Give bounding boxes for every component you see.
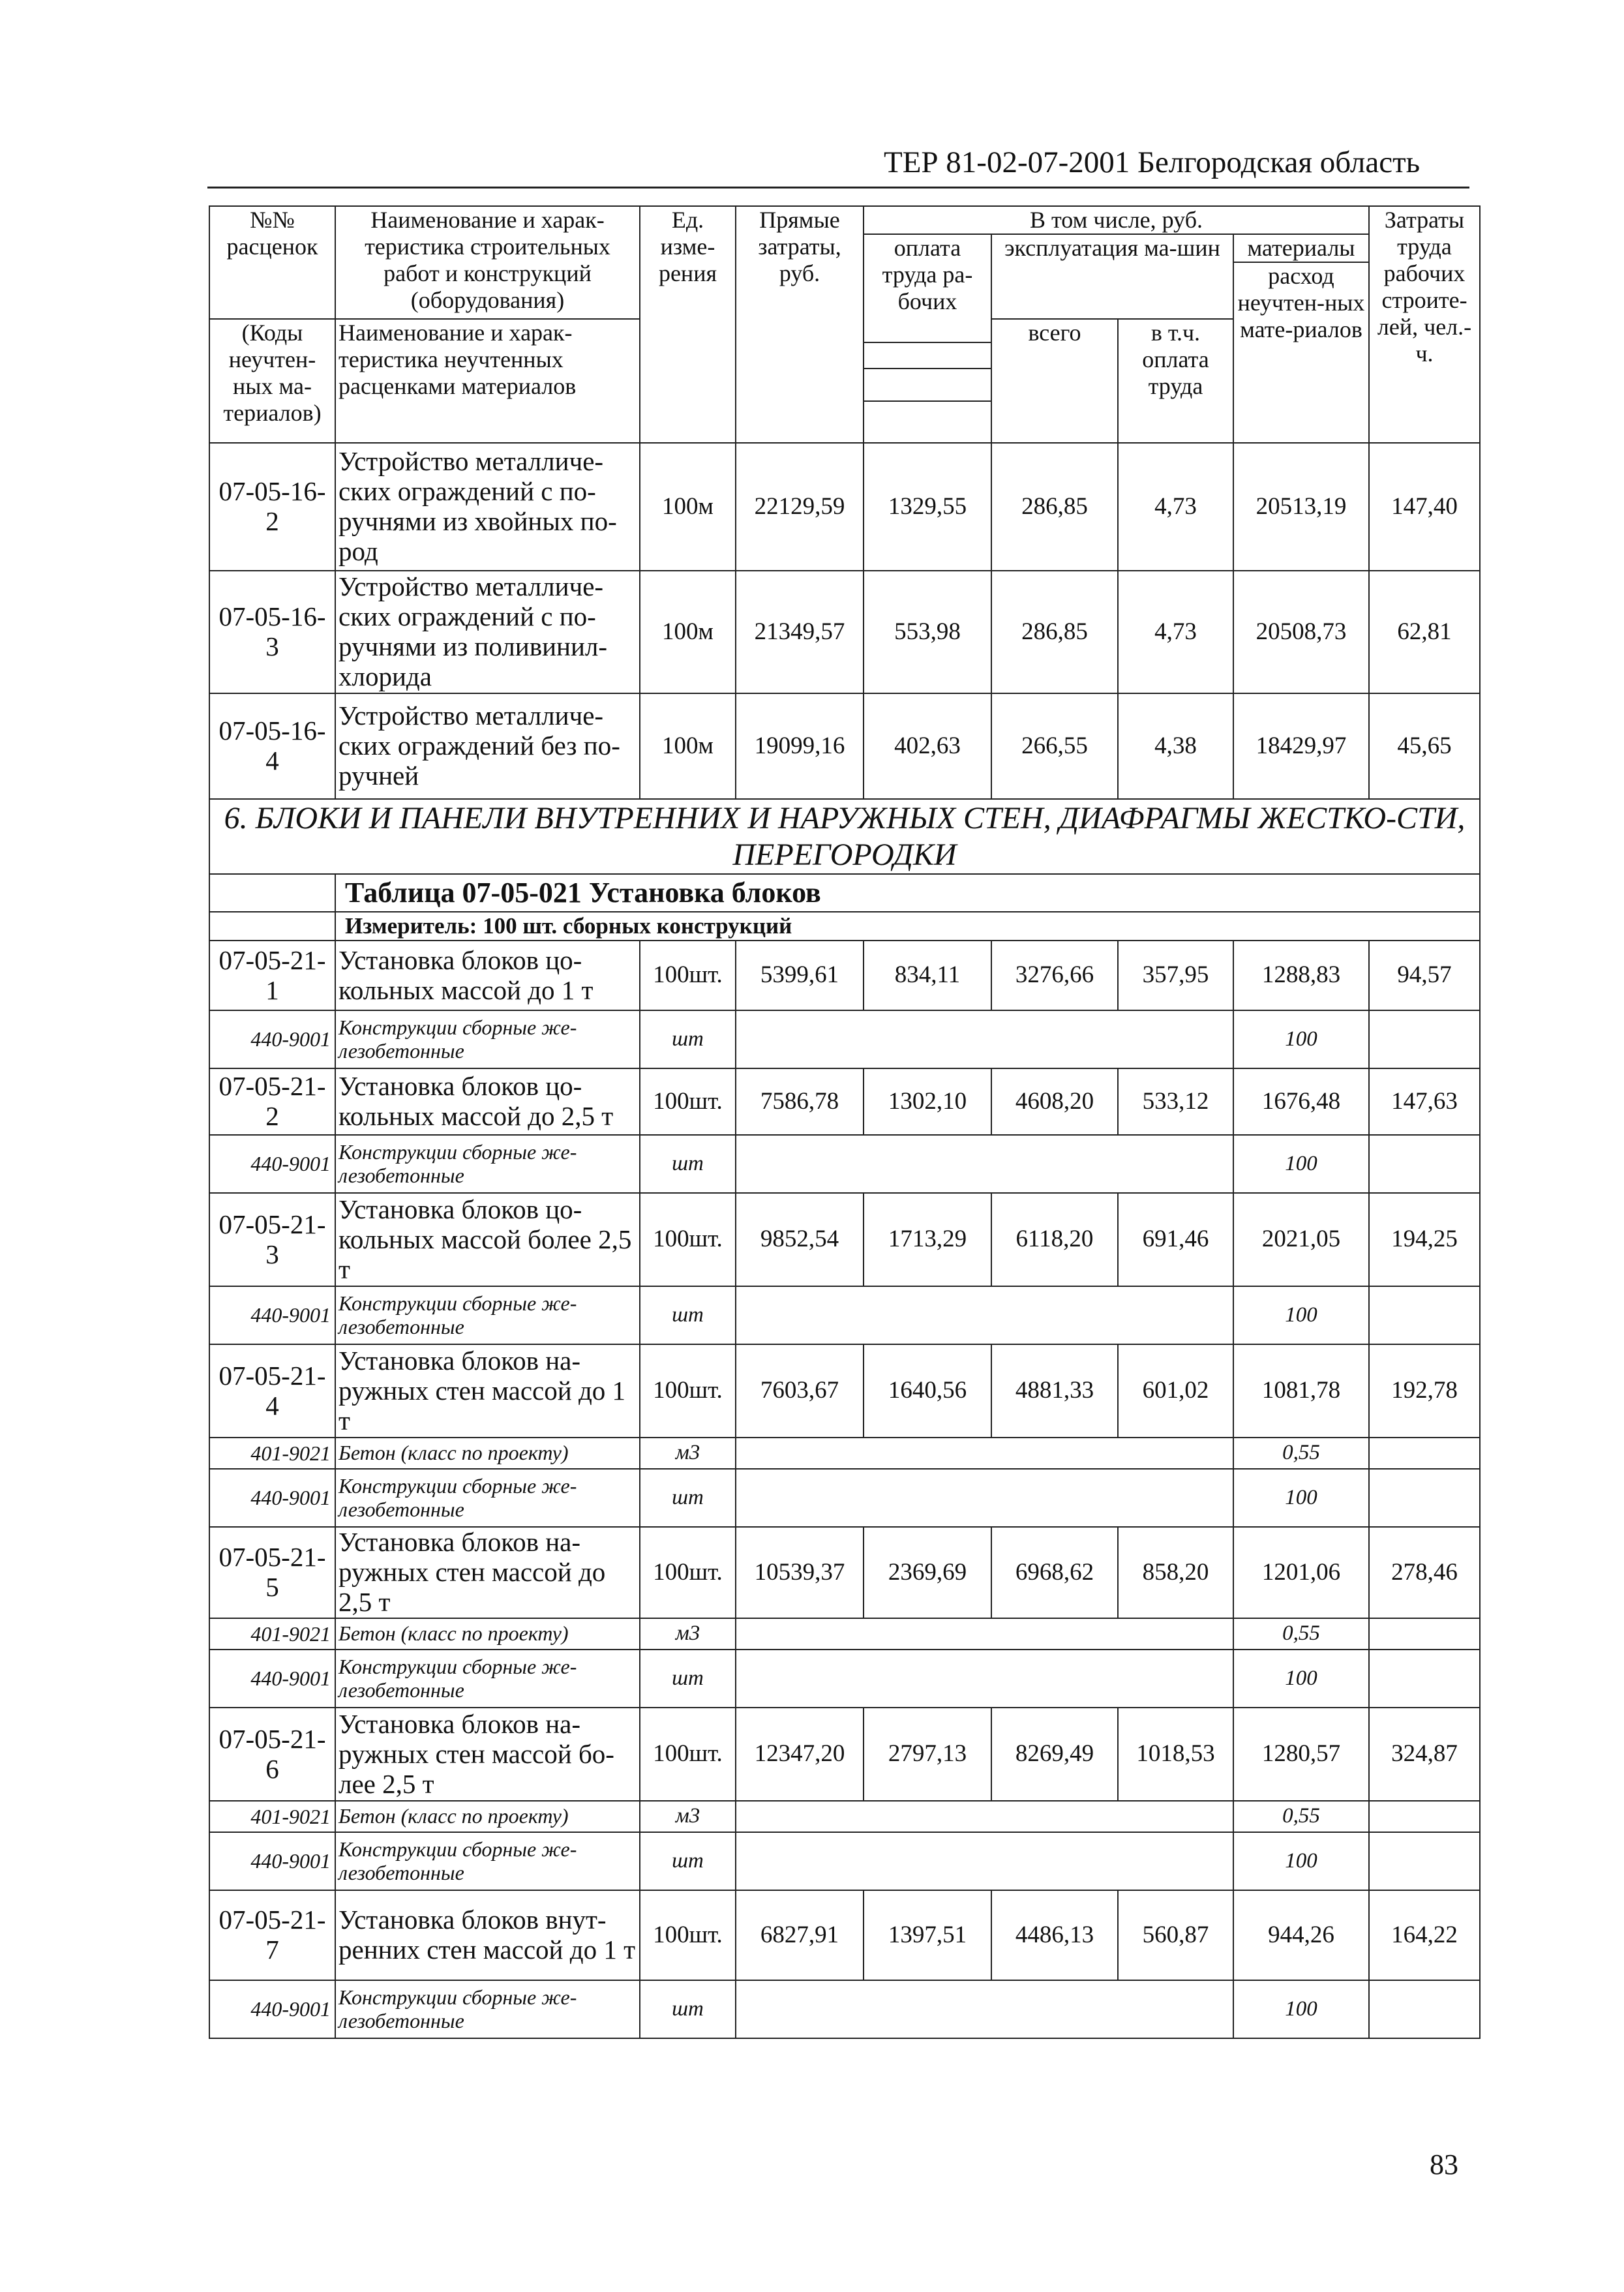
material-name: Конструкции сборные же-лезобетонные <box>335 1469 640 1527</box>
empty-cell <box>1369 1832 1480 1890</box>
machines-wages-cell: 357,95 <box>1118 941 1233 1010</box>
materials-cell: 20513,19 <box>1233 443 1369 571</box>
direct-cost-cell: 5399,61 <box>736 941 864 1010</box>
measure-unit: Измеритель: 100 шт. сборных конструкций <box>335 912 1480 941</box>
table-row <box>209 443 1480 571</box>
price-table <box>209 205 1481 2039</box>
unit-cell: 100шт. <box>640 1527 736 1618</box>
material-unit: шт <box>640 1469 736 1527</box>
work-name: Устройство металличе-ских ограждений с по-ручнями из хвойных по-род <box>335 443 640 571</box>
empty-cell <box>1369 1286 1480 1344</box>
material-row <box>209 1135 1480 1193</box>
materials-cell: 2021,05 <box>1233 1193 1369 1286</box>
material-code: 440-9001 <box>209 1980 335 2038</box>
material-qty: 100 <box>1233 1286 1369 1344</box>
table-row <box>209 693 1480 799</box>
material-name: Конструкции сборные же-лезобетонные <box>335 1650 640 1708</box>
material-code: 440-9001 <box>209 1650 335 1708</box>
table-row <box>209 1068 1480 1135</box>
empty-cell <box>209 912 335 941</box>
unit-cell: 100шт. <box>640 941 736 1010</box>
col-header-unit: Ед. изме-рения <box>640 206 736 443</box>
work-name: Установка блоков цо-кольных массой до 1 т <box>335 941 640 1010</box>
empty-cell <box>736 1832 1233 1890</box>
rate-code: 07-05-21-4 <box>209 1344 335 1438</box>
col-header-spacer <box>864 342 991 369</box>
wages-cell: 2797,13 <box>864 1708 991 1801</box>
work-name: Установка блоков цо-кольных массой более 2,5 т <box>335 1193 640 1286</box>
materials-cell: 20508,73 <box>1233 571 1369 693</box>
col-header-mach-wages: в т.ч. оплата труда <box>1118 319 1233 443</box>
material-row <box>209 1832 1480 1890</box>
material-code: 401-9021 <box>209 1438 335 1469</box>
material-qty: 100 <box>1233 1135 1369 1193</box>
rate-code: 07-05-21-6 <box>209 1708 335 1801</box>
col-header-code-bottom: (Коды неучтен-ных ма-териалов) <box>209 319 335 443</box>
material-name: Бетон (класс по проекту) <box>335 1438 640 1469</box>
wages-cell: 2369,69 <box>864 1527 991 1618</box>
col-header-wages: оплата труда ра-бочих <box>864 234 991 342</box>
unit-cell: 100м <box>640 693 736 799</box>
work-name: Установка блоков цо-кольных массой до 2,5 т <box>335 1068 640 1135</box>
page-number: 83 <box>1430 2149 1458 2180</box>
machines-total-cell: 286,85 <box>991 443 1118 571</box>
machines-total-cell: 286,85 <box>991 571 1118 693</box>
table-row <box>209 1193 1480 1286</box>
material-unit: м3 <box>640 1438 736 1469</box>
empty-cell <box>1369 1010 1480 1068</box>
material-code: 401-9021 <box>209 1618 335 1650</box>
unit-cell: 100шт. <box>640 1708 736 1801</box>
labor-cell: 62,81 <box>1369 571 1480 693</box>
rate-code: 07-05-16-2 <box>209 443 335 571</box>
direct-cost-cell: 21349,57 <box>736 571 864 693</box>
material-qty: 100 <box>1233 1832 1369 1890</box>
materials-cell: 1288,83 <box>1233 941 1369 1010</box>
material-unit: шт <box>640 1980 736 2038</box>
rate-code: 07-05-21-5 <box>209 1527 335 1618</box>
col-header-incl: В том числе, руб. <box>864 206 1369 234</box>
wages-cell: 1329,55 <box>864 443 991 571</box>
col-header-materials: материалы <box>1233 234 1369 262</box>
machines-wages-cell: 560,87 <box>1118 1890 1233 1980</box>
wages-cell: 1302,10 <box>864 1068 991 1135</box>
direct-cost-cell: 7603,67 <box>736 1344 864 1438</box>
unit-cell: 100м <box>640 443 736 571</box>
unit-cell: 100шт. <box>640 1344 736 1438</box>
table-title: Таблица 07-05-021 Установка блоков <box>335 874 1480 912</box>
rate-code: 07-05-21-7 <box>209 1890 335 1980</box>
materials-cell: 1280,57 <box>1233 1708 1369 1801</box>
machines-total-cell: 6968,62 <box>991 1527 1118 1618</box>
wages-cell: 834,11 <box>864 941 991 1010</box>
material-code: 440-9001 <box>209 1286 335 1344</box>
material-name: Конструкции сборные же-лезобетонные <box>335 1832 640 1890</box>
wages-cell: 1713,29 <box>864 1193 991 1286</box>
machines-wages-cell: 1018,53 <box>1118 1708 1233 1801</box>
labor-cell: 147,40 <box>1369 443 1480 571</box>
material-unit: м3 <box>640 1618 736 1650</box>
material-name: Конструкции сборные же-лезобетонные <box>335 1286 640 1344</box>
empty-cell <box>736 1618 1233 1650</box>
material-name: Бетон (класс по проекту) <box>335 1801 640 1832</box>
work-name: Установка блоков на-ружных стен массой до 1 т <box>335 1344 640 1438</box>
table-title-row <box>209 874 1480 912</box>
machines-wages-cell: 4,38 <box>1118 693 1233 799</box>
empty-cell <box>1369 1801 1480 1832</box>
col-header-name-bottom: Наименование и харак-теристика неучтенных расценками материалов <box>335 319 640 443</box>
machines-total-cell: 3276,66 <box>991 941 1118 1010</box>
machines-total-cell: 4881,33 <box>991 1344 1118 1438</box>
empty-cell <box>736 1135 1233 1193</box>
material-unit: шт <box>640 1010 736 1068</box>
rate-code: 07-05-16-3 <box>209 571 335 693</box>
table-row <box>209 571 1480 693</box>
material-row <box>209 1618 1480 1650</box>
empty-cell <box>1369 1469 1480 1527</box>
direct-cost-cell: 9852,54 <box>736 1193 864 1286</box>
work-name: Устройство металличе-ских ограждений без по-ручней <box>335 693 640 799</box>
empty-cell <box>1369 1650 1480 1708</box>
rate-code: 07-05-21-3 <box>209 1193 335 1286</box>
empty-cell <box>736 1801 1233 1832</box>
empty-cell <box>1369 1618 1480 1650</box>
labor-cell: 192,78 <box>1369 1344 1480 1438</box>
material-row <box>209 1010 1480 1068</box>
labor-cell: 147,63 <box>1369 1068 1480 1135</box>
material-code: 440-9001 <box>209 1832 335 1890</box>
col-header-mat-consumption: расход неучтен-ных мате-риалов <box>1233 262 1369 443</box>
empty-cell <box>736 1286 1233 1344</box>
wages-cell: 553,98 <box>864 571 991 693</box>
col-header-code-top: №№ расценок <box>209 206 335 319</box>
materials-cell: 944,26 <box>1233 1890 1369 1980</box>
materials-cell: 18429,97 <box>1233 693 1369 799</box>
material-code: 440-9001 <box>209 1135 335 1193</box>
machines-wages-cell: 533,12 <box>1118 1068 1233 1135</box>
section-row <box>209 799 1480 874</box>
material-qty: 100 <box>1233 1010 1369 1068</box>
material-name: Бетон (класс по проекту) <box>335 1618 640 1650</box>
material-code: 440-9001 <box>209 1469 335 1527</box>
section-title: 6. БЛОКИ И ПАНЕЛИ ВНУТРЕННИХ И НАРУЖНЫХ СТЕН, ДИАФРАГМЫ ЖЕСТКО-СТИ, ПЕРЕГОРОДКИ <box>209 799 1480 874</box>
empty-cell <box>736 1469 1233 1527</box>
labor-cell: 164,22 <box>1369 1890 1480 1980</box>
direct-cost-cell: 7586,78 <box>736 1068 864 1135</box>
machines-wages-cell: 691,46 <box>1118 1193 1233 1286</box>
material-unit: шт <box>640 1135 736 1193</box>
labor-cell: 194,25 <box>1369 1193 1480 1286</box>
material-row <box>209 1286 1480 1344</box>
direct-cost-cell: 10539,37 <box>736 1527 864 1618</box>
material-unit: шт <box>640 1832 736 1890</box>
labor-cell: 324,87 <box>1369 1708 1480 1801</box>
rate-code: 07-05-21-2 <box>209 1068 335 1135</box>
machines-wages-cell: 4,73 <box>1118 443 1233 571</box>
labor-cell: 45,65 <box>1369 693 1480 799</box>
machines-total-cell: 266,55 <box>991 693 1118 799</box>
direct-cost-cell: 12347,20 <box>736 1708 864 1801</box>
unit-cell: 100шт. <box>640 1068 736 1135</box>
material-qty: 100 <box>1233 1650 1369 1708</box>
col-header-name-top: Наименование и харак-теристика строительных работ и конструкций (оборудования) <box>335 206 640 319</box>
material-qty: 0,55 <box>1233 1438 1369 1469</box>
labor-cell: 278,46 <box>1369 1527 1480 1618</box>
col-header-mach-total: всего <box>991 319 1118 443</box>
machines-total-cell: 4608,20 <box>991 1068 1118 1135</box>
material-row <box>209 1980 1480 2038</box>
measure-row <box>209 912 1480 941</box>
materials-cell: 1201,06 <box>1233 1527 1369 1618</box>
rate-code: 07-05-16-4 <box>209 693 335 799</box>
wages-cell: 402,63 <box>864 693 991 799</box>
direct-cost-cell: 19099,16 <box>736 693 864 799</box>
col-header-spacer <box>864 369 991 401</box>
table-row <box>209 941 1480 1010</box>
material-name: Конструкции сборные же-лезобетонные <box>335 1980 640 2038</box>
material-row <box>209 1469 1480 1527</box>
wages-cell: 1397,51 <box>864 1890 991 1980</box>
material-name: Конструкции сборные же-лезобетонные <box>335 1135 640 1193</box>
machines-wages-cell: 601,02 <box>1118 1344 1233 1438</box>
table-row <box>209 1527 1480 1618</box>
empty-cell <box>736 1010 1233 1068</box>
material-unit: шт <box>640 1650 736 1708</box>
col-header-direct: Прямые затраты, руб. <box>736 206 864 443</box>
machines-wages-cell: 858,20 <box>1118 1527 1233 1618</box>
work-name: Установка блоков на-ружных стен массой до 2,5 т <box>335 1527 640 1618</box>
unit-cell: 100м <box>640 571 736 693</box>
empty-cell <box>736 1650 1233 1708</box>
work-name: Установка блоков на-ружных стен массой бо-лее 2,5 т <box>335 1708 640 1801</box>
unit-cell: 100шт. <box>640 1193 736 1286</box>
unit-cell: 100шт. <box>640 1890 736 1980</box>
col-header-spacer <box>864 401 991 443</box>
empty-cell <box>736 1438 1233 1469</box>
material-unit: м3 <box>640 1801 736 1832</box>
col-header-labor: Затраты труда рабочих строите-лей, чел.-ч. <box>1369 206 1480 443</box>
material-name: Конструкции сборные же-лезобетонные <box>335 1010 640 1068</box>
materials-cell: 1081,78 <box>1233 1344 1369 1438</box>
page-header: ТЕР 81-02-07-2001 Белгородская область <box>884 145 1421 179</box>
machines-wages-cell: 4,73 <box>1118 571 1233 693</box>
empty-cell <box>736 1980 1233 2038</box>
material-row <box>209 1438 1480 1469</box>
machines-total-cell: 8269,49 <box>991 1708 1118 1801</box>
header-rule <box>207 187 1469 188</box>
rate-code: 07-05-21-1 <box>209 941 335 1010</box>
labor-cell: 94,57 <box>1369 941 1480 1010</box>
machines-total-cell: 6118,20 <box>991 1193 1118 1286</box>
wages-cell: 1640,56 <box>864 1344 991 1438</box>
work-name: Установка блоков внут-ренних стен массой до 1 т <box>335 1890 640 1980</box>
col-header-machines: эксплуатация ма-шин <box>991 234 1233 319</box>
materials-cell: 1676,48 <box>1233 1068 1369 1135</box>
table-row <box>209 1344 1480 1438</box>
material-qty: 100 <box>1233 1469 1369 1527</box>
work-name: Устройство металличе-ских ограждений с по-ручнями из поливинил-хлорида <box>335 571 640 693</box>
material-qty: 100 <box>1233 1980 1369 2038</box>
machines-total-cell: 4486,13 <box>991 1890 1118 1980</box>
empty-cell <box>209 874 335 912</box>
table-row <box>209 1708 1480 1801</box>
empty-cell <box>1369 1980 1480 2038</box>
material-code: 440-9001 <box>209 1010 335 1068</box>
material-row <box>209 1801 1480 1832</box>
empty-cell <box>1369 1438 1480 1469</box>
direct-cost-cell: 22129,59 <box>736 443 864 571</box>
direct-cost-cell: 6827,91 <box>736 1890 864 1980</box>
material-row <box>209 1650 1480 1708</box>
material-qty: 0,55 <box>1233 1618 1369 1650</box>
material-qty: 0,55 <box>1233 1801 1369 1832</box>
material-code: 401-9021 <box>209 1801 335 1832</box>
empty-cell <box>1369 1135 1480 1193</box>
table-row <box>209 1890 1480 1980</box>
material-unit: шт <box>640 1286 736 1344</box>
